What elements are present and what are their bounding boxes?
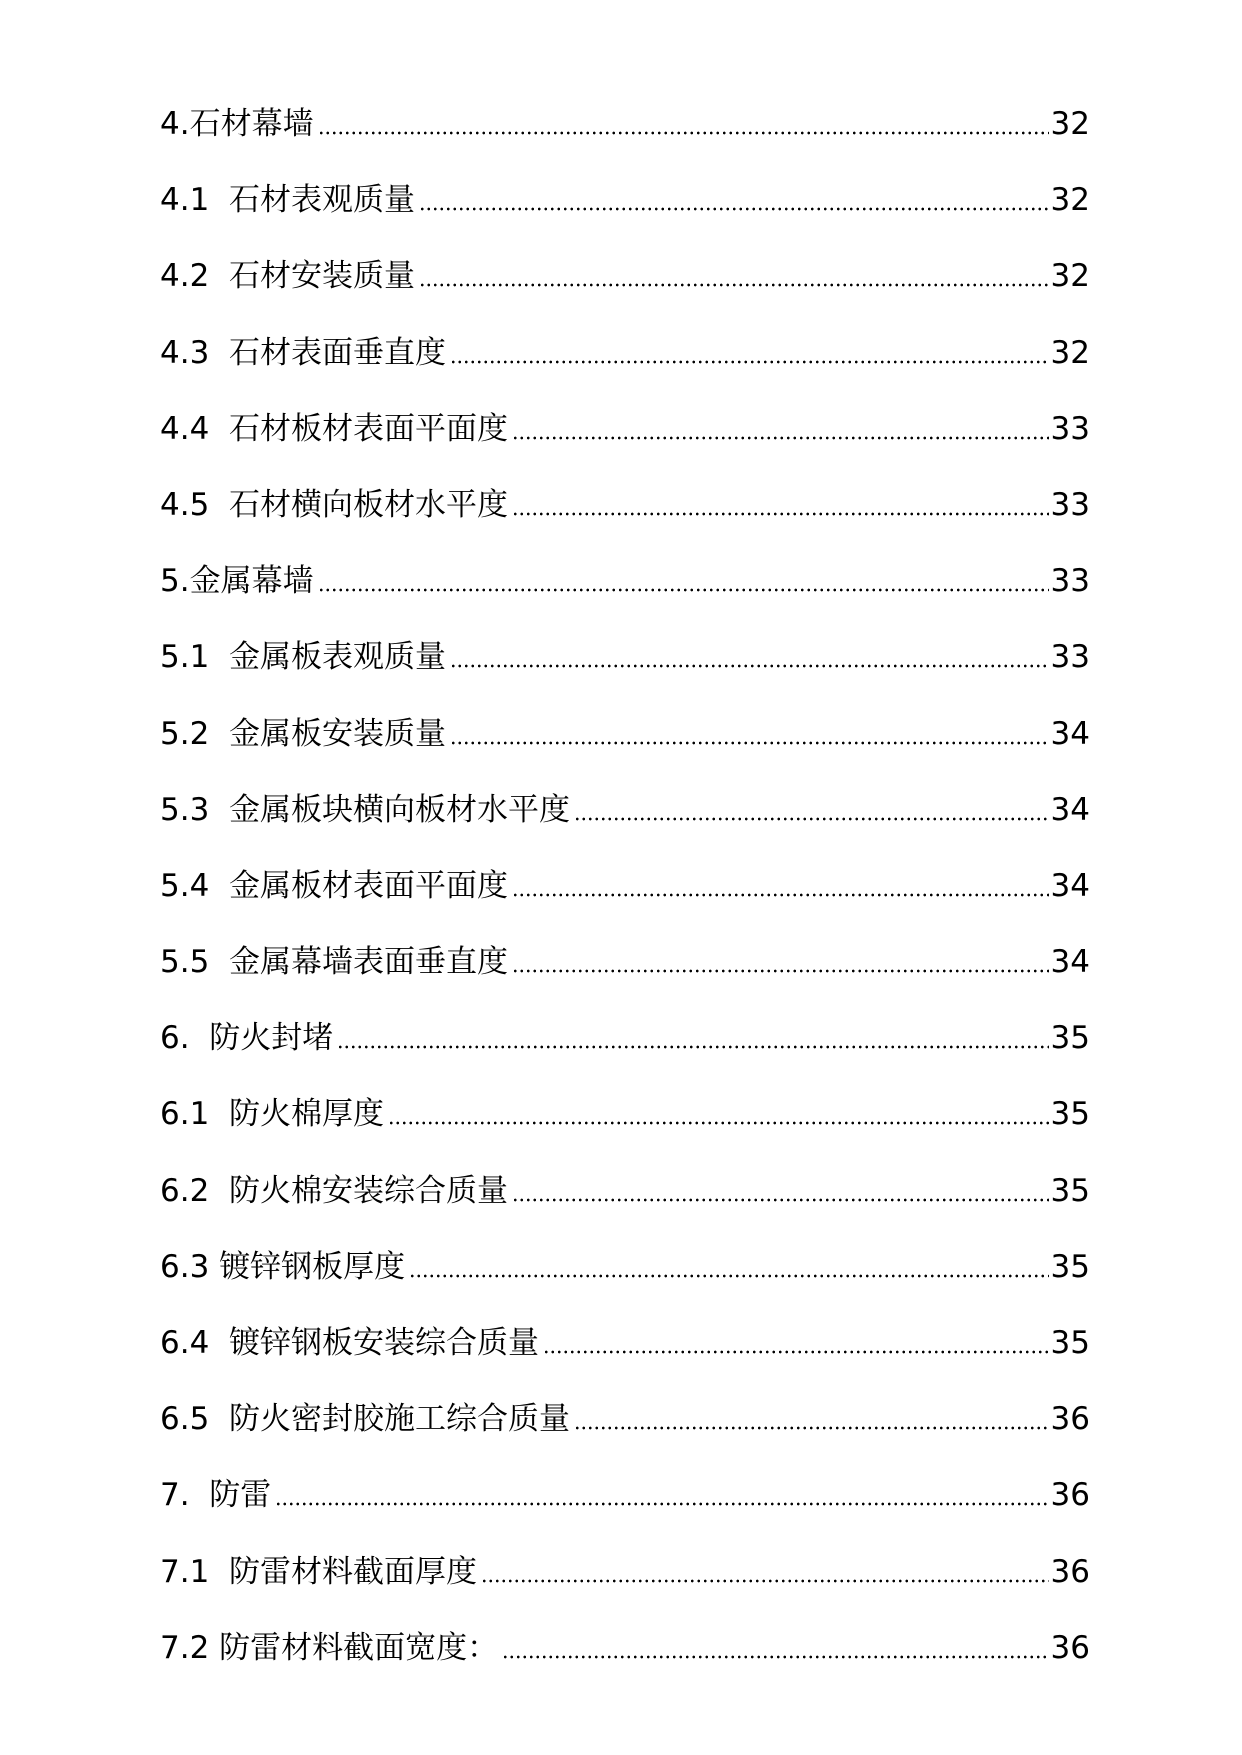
table-of-contents <box>160 103 1090 1703</box>
toc-entry-title: 6.3 镀锌钢板厚度 <box>160 1248 406 1285</box>
toc-entry[interactable] <box>160 1551 1090 1627</box>
toc-entry[interactable] <box>160 713 1090 789</box>
toc-entry-title: 5.5 金属幕墙表面垂直度 <box>160 944 509 981</box>
toc-entry[interactable] <box>160 408 1090 484</box>
toc-entry[interactable] <box>160 332 1090 408</box>
toc-entry[interactable] <box>160 484 1090 560</box>
dot-leader <box>512 943 1049 974</box>
toc-entry[interactable] <box>160 1398 1090 1474</box>
toc-entry-title: 7.2 防雷材料截面宽度： <box>160 1629 499 1666</box>
dot-leader <box>512 867 1049 898</box>
toc-entry-page: 36 <box>1050 1629 1090 1666</box>
toc-entry[interactable] <box>160 1017 1090 1093</box>
toc-entry-title: 7.1 防雷材料截面厚度 <box>160 1553 478 1590</box>
toc-entry-page: 32 <box>1050 334 1090 371</box>
toc-entry-page: 34 <box>1050 715 1090 752</box>
toc-entry-page: 32 <box>1050 258 1090 295</box>
toc-entry-page: 36 <box>1050 1553 1090 1590</box>
toc-entry-page: 36 <box>1050 1477 1090 1514</box>
dot-leader <box>512 1172 1049 1203</box>
toc-entry-page: 36 <box>1050 1401 1090 1438</box>
toc-entry-page: 35 <box>1050 1020 1090 1057</box>
toc-entry[interactable] <box>160 636 1090 712</box>
toc-entry-title: 5.2 金属板安装质量 <box>160 715 447 752</box>
dot-leader <box>574 791 1049 822</box>
toc-entry-title: 4.3 石材表面垂直度 <box>160 334 447 371</box>
dot-leader <box>318 105 1049 136</box>
toc-entry-title: 5.3 金属板块横向板材水平度 <box>160 791 571 828</box>
dot-leader <box>502 1629 1048 1660</box>
dot-leader <box>388 1095 1049 1126</box>
toc-entry-title: 4.5 石材横向板材水平度 <box>160 486 509 523</box>
toc-entry[interactable] <box>160 1322 1090 1398</box>
toc-entry-title: 6.4 镀锌钢板安装综合质量 <box>160 1325 540 1361</box>
toc-entry-title: 4.1 石材表观质量 <box>160 182 416 219</box>
toc-entry[interactable] <box>160 1093 1090 1169</box>
dot-leader <box>419 181 1049 212</box>
toc-entry-title: 6.5 防火密封胶施工综合质量 <box>160 1401 571 1438</box>
dot-leader <box>450 715 1049 746</box>
toc-entry-page: 34 <box>1050 791 1090 828</box>
toc-entry[interactable] <box>160 1170 1090 1246</box>
toc-entry-page: 34 <box>1050 944 1090 981</box>
toc-entry-title: 5.1 金属板表观质量 <box>160 639 447 676</box>
toc-entry[interactable] <box>160 1246 1090 1322</box>
toc-entry-title: 4.4 石材板材表面平面度 <box>160 410 509 447</box>
dot-leader <box>275 1476 1048 1507</box>
dot-leader <box>512 410 1049 441</box>
dot-leader <box>543 1324 1049 1355</box>
toc-entry-title: 5.4 金属板材表面平面度 <box>160 867 509 904</box>
toc-entry[interactable] <box>160 255 1090 331</box>
dot-leader <box>318 562 1049 593</box>
toc-entry-title: 5.金属幕墙 <box>160 563 314 600</box>
toc-entry-page: 32 <box>1050 182 1090 219</box>
dot-leader <box>512 486 1049 517</box>
toc-entry-page: 35 <box>1050 1248 1090 1285</box>
toc-entry-page: 33 <box>1050 410 1090 447</box>
toc-entry[interactable] <box>160 941 1090 1017</box>
toc-entry[interactable] <box>160 1474 1090 1550</box>
toc-entry-title: 6. 防火封堵 <box>160 1020 334 1057</box>
toc-entry-page: 32 <box>1050 106 1090 142</box>
toc-entry-page: 35 <box>1050 1325 1090 1361</box>
toc-entry-title: 4.2 石材安装质量 <box>160 258 416 295</box>
dot-leader <box>481 1553 1049 1584</box>
dot-leader <box>574 1400 1049 1431</box>
toc-entry-title: 7. 防雷 <box>160 1477 272 1514</box>
toc-entry-page: 33 <box>1050 639 1090 676</box>
toc-entry-title: 4.石材幕墙 <box>160 106 314 142</box>
toc-entry[interactable] <box>160 1627 1090 1703</box>
toc-entry[interactable] <box>160 179 1090 255</box>
toc-entry-page: 33 <box>1050 563 1090 600</box>
toc-entry-title: 6.1 防火棉厚度 <box>160 1096 385 1133</box>
toc-entry-title: 6.2 防火棉安装综合质量 <box>160 1172 509 1209</box>
dot-leader <box>450 638 1049 669</box>
toc-entry[interactable] <box>160 789 1090 865</box>
toc-entry-page: 34 <box>1050 867 1090 904</box>
toc-entry-page: 35 <box>1050 1172 1090 1209</box>
toc-entry-page: 35 <box>1050 1096 1090 1133</box>
dot-leader <box>450 334 1049 365</box>
dot-leader <box>409 1248 1048 1279</box>
dot-leader <box>337 1019 1048 1050</box>
toc-entry[interactable] <box>160 103 1090 179</box>
toc-entry[interactable] <box>160 865 1090 941</box>
toc-entry[interactable] <box>160 560 1090 636</box>
toc-entry-page: 33 <box>1050 486 1090 523</box>
dot-leader <box>419 257 1049 288</box>
